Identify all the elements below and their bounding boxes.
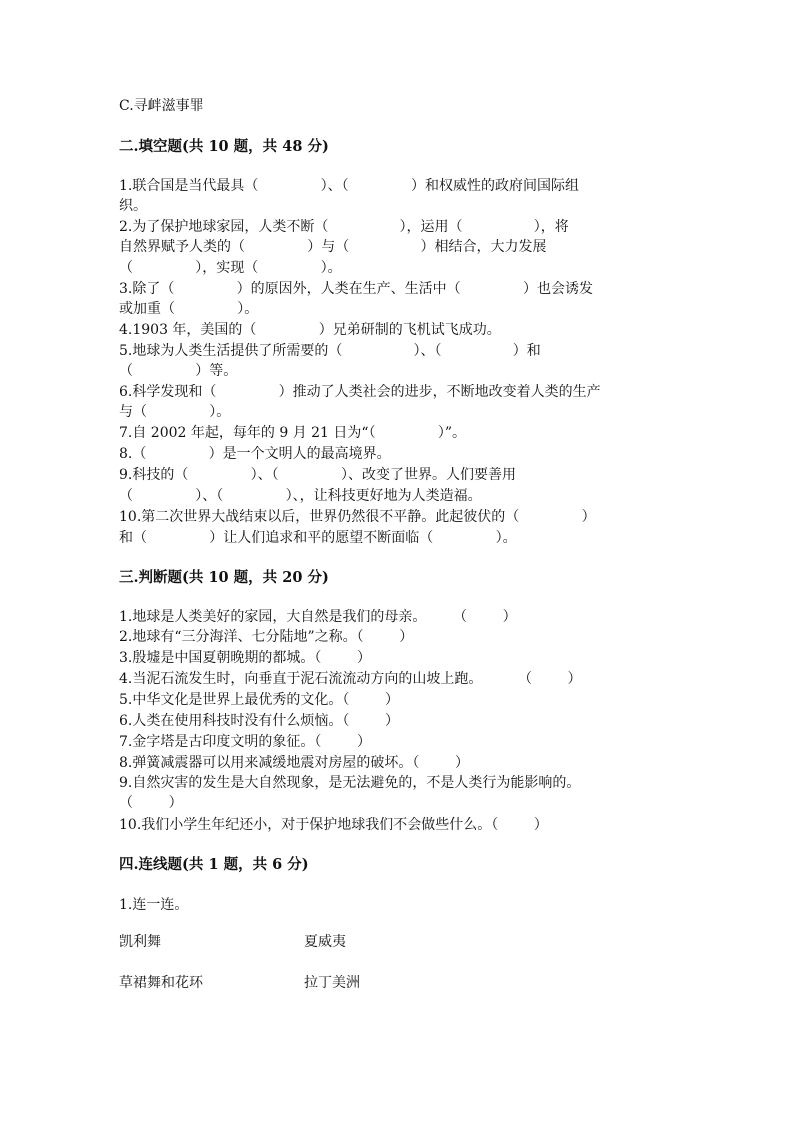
section3-heading: 三.判断题(共 10 题，共 20 分) [119,569,329,586]
fill-line: 2.为了保护地球家园，人类不断（ ），运用（ ），将 [119,219,569,235]
judge-line: 2.地球有“三分海洋、七分陆地”之称。（ ） [119,629,414,645]
fill-line: 1.联合国是当代最具（ ）、（ ）和权威性的政府间国际组 [119,178,579,194]
section4-heading: 四.连线题(共 1 题，共 6 分) [119,856,309,873]
fill-line: 或加重（ ）。 [119,301,259,317]
option-c: C.寻衅滋事罪 [119,98,204,114]
fill-line: 4.1903 年，美国的（ ）兄弟研制的飞机试飞成功。 [119,322,501,338]
section2-heading: 二.填空题(共 10 题，共 48 分) [119,138,329,155]
fill-line: （ ），实现（ ）。 [119,260,342,276]
fill-line: 和（ ）让人们追求和平的愿望不断面临（ ）。 [119,530,517,546]
fill-line: 织。 [119,198,147,214]
match-left-item: 凯利舞 [119,934,161,950]
fill-line: （ ）等。 [119,363,238,379]
judge-line: 7.金字塔是古印度文明的象征。（ ） [119,734,371,750]
judge-line: 1.地球是人类美好的家园，大自然是我们的母亲。 （ ） [119,609,517,625]
match-question: 1.连一连。 [119,897,189,913]
fill-line: 6.科学发现和（ ）推动了人类社会的进步，不断地改变着人类的生产 [119,384,601,400]
judge-line: 9.自然灾害的发生是大自然现象，是无法避免的，不是人类行为能影响的。 [119,775,581,791]
match-right-item: 拉丁美洲 [304,975,360,991]
fill-line: 10.第二次世界大战结束以后，世界仍然很不平静。此起彼伏的（ ） [119,509,596,525]
fill-line: 与（ ）。 [119,404,231,420]
judge-line: 6.人类在使用科技时没有什么烦恼。（ ） [119,713,399,729]
judge-line: 4.当泥石流发生时，向垂直于泥石流流动方向的山坡上跑。 （ ） [119,671,582,687]
match-left-item: 草裙舞和花环 [119,975,203,991]
judge-line: 3.殷墟是中国夏朝晚期的都城。（ ） [119,650,371,666]
fill-line: （ ）、（ ）、，让科技更好地为人类造福。 [119,488,482,504]
fill-line: 8.（ ）是一个文明人的最高境界。 [119,446,391,462]
judge-line: 8.弹簧减震器可以用来减缓地震对房屋的破坏。（ ） [119,755,469,771]
fill-line: 自然界赋予人类的（ ）与（ ）相结合，大力发展 [119,239,547,255]
match-right-item: 夏威夷 [304,934,346,950]
fill-line: 9.科技的（ ）、（ ）、改变了世界。人们要善用 [119,467,516,483]
judge-line: 10.我们小学生年纪还小，对于保护地球我们不会做些什么。（ ） [119,817,548,833]
fill-line: 7.自 2002 年起，每年的 9 月 21 日为“（ ）”。 [119,425,467,441]
judge-line: 5.中华文化是世界上最优秀的文化。（ ） [119,692,399,708]
fill-line: 5.地球为人类生活提供了所需要的（ ）、（ ）和 [119,343,541,359]
fill-line: 3.除了（ ）的原因外，人类在生产、生活中（ ）也会诱发 [119,281,593,297]
judge-line: （ ） [119,795,183,811]
